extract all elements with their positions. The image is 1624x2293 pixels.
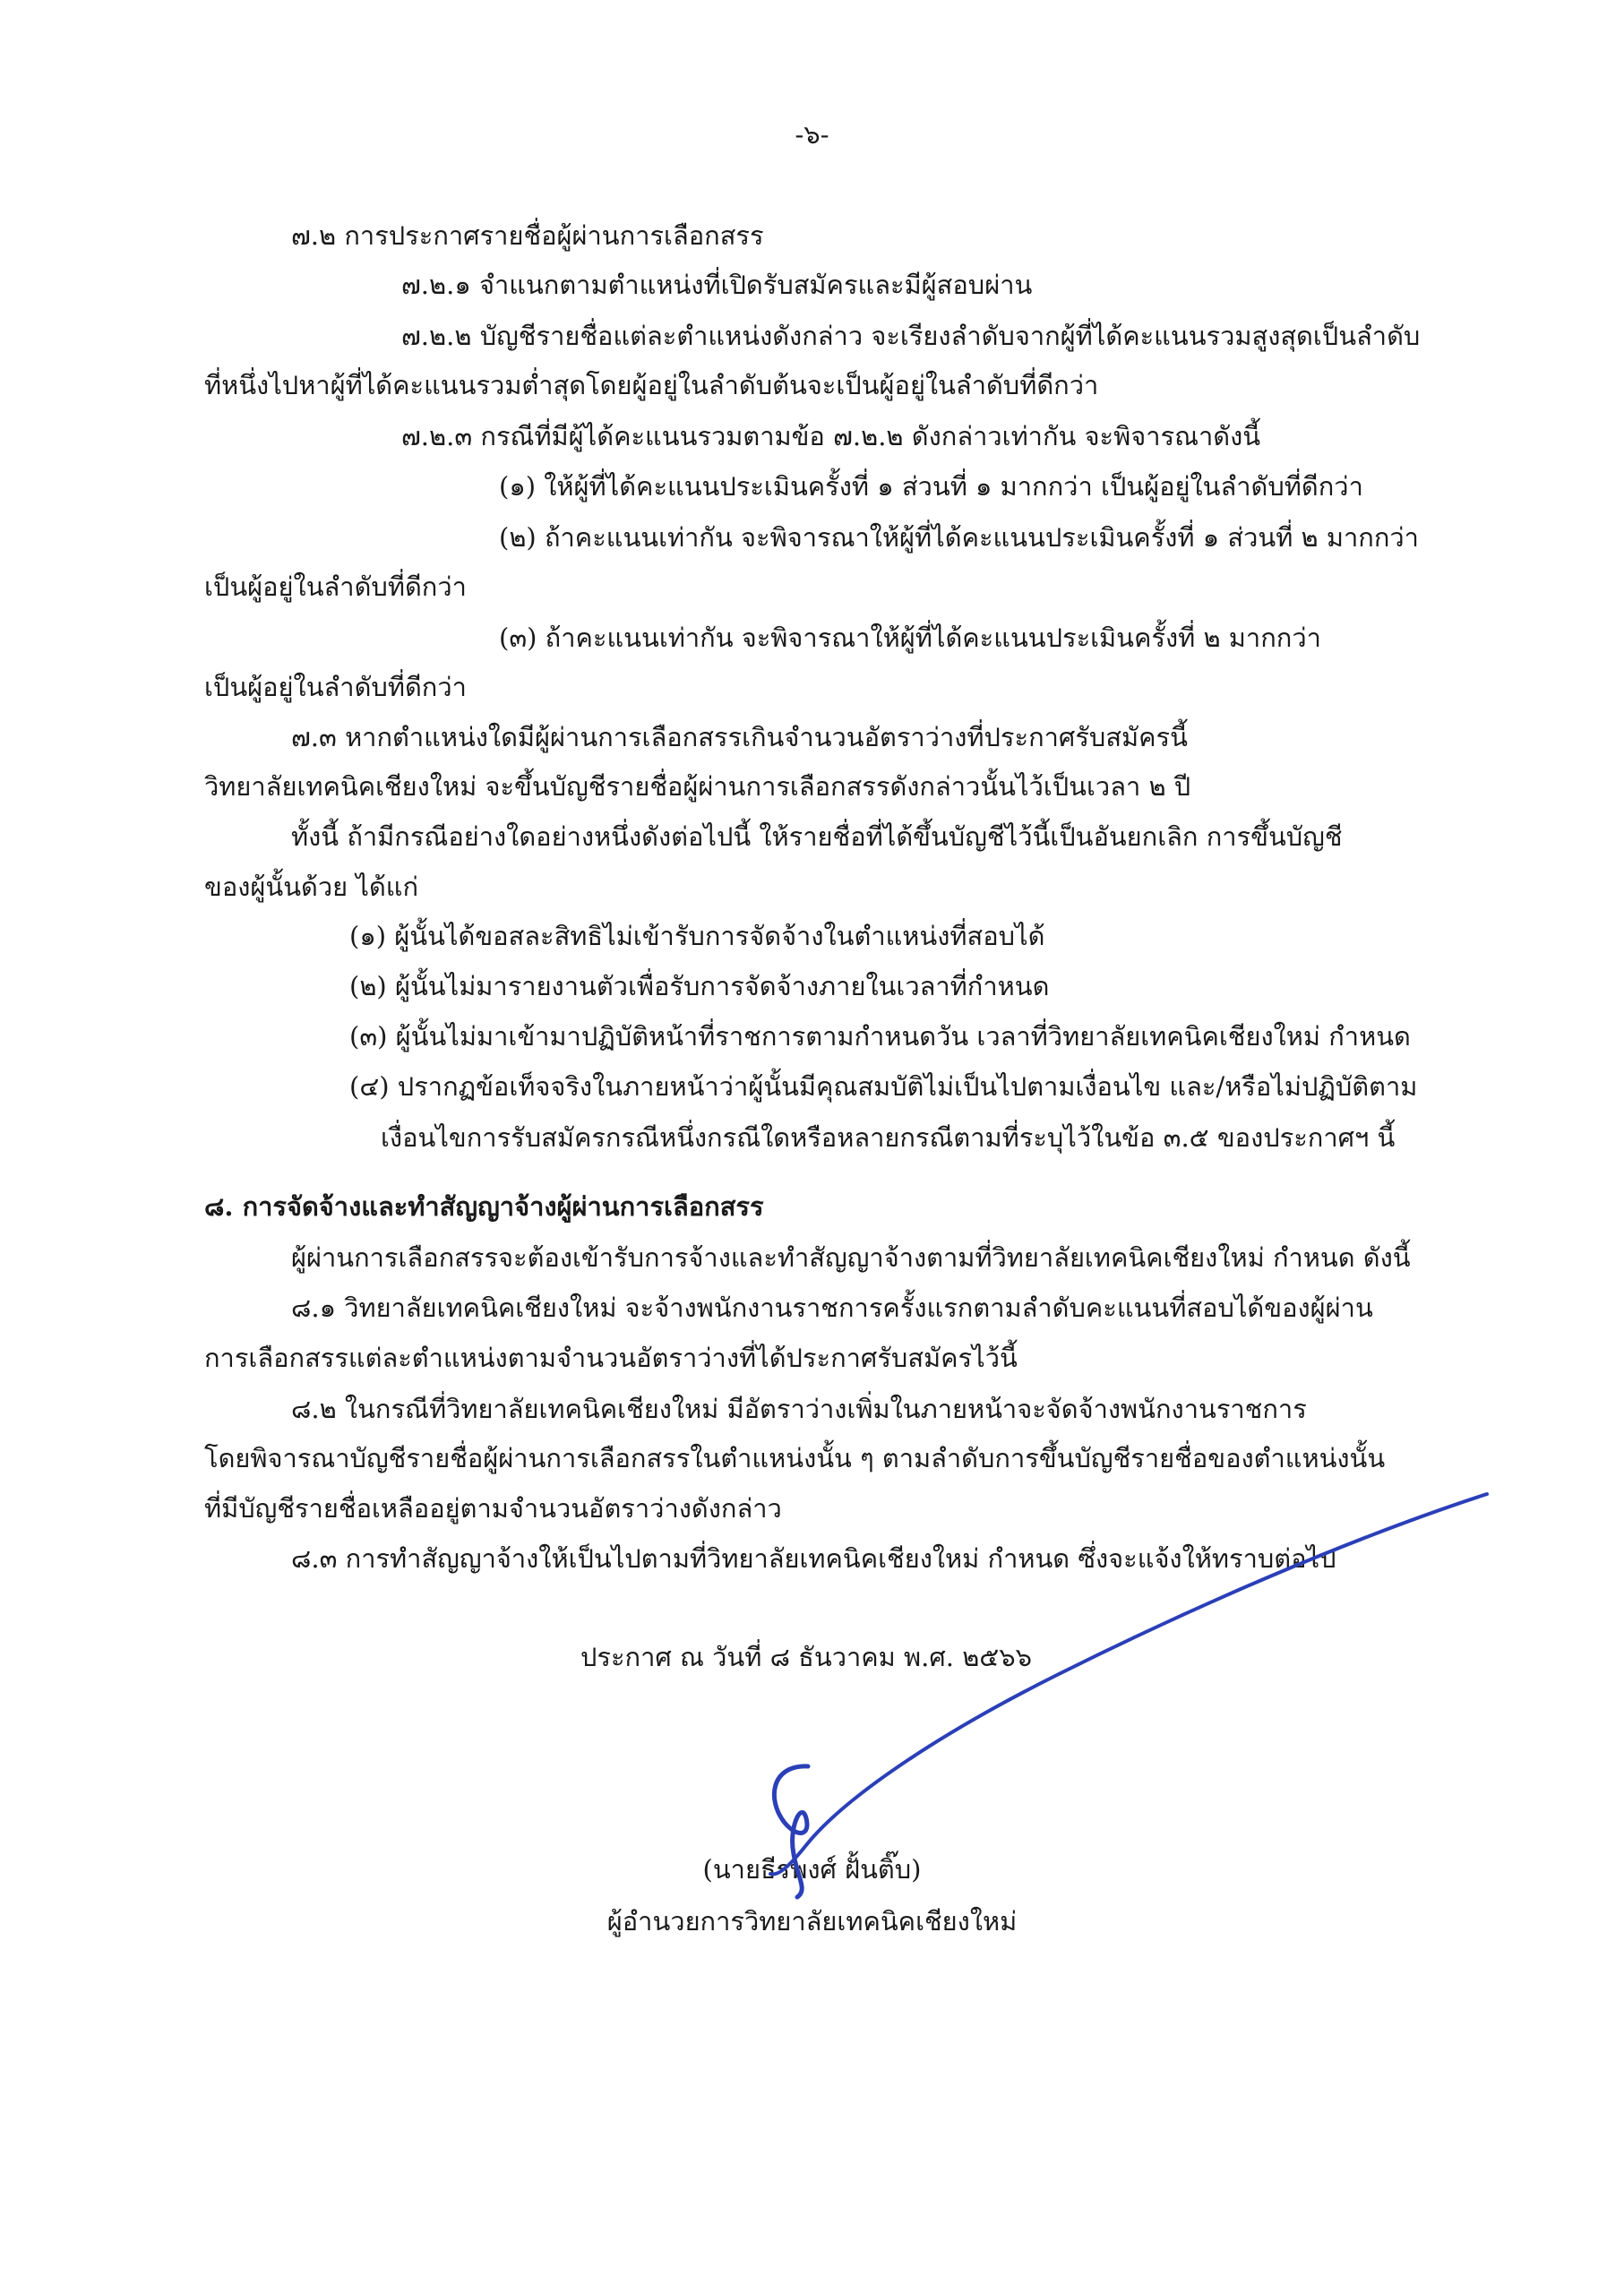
cancel-item-2: (๒) ผู้นั้นไม่มารายงานตัวเพื่อรับการจัดจ้างภายในเวลาที่กำหนด [349,971,1050,1001]
clause-7-2-3-item-3-cont: เป็นผู้อยู่ในลำดับที่ดีกว่า [204,672,467,702]
signer-title: ผู้อำนวยการวิทยาลัยเทคนิคเชียงใหม่ [606,1906,1018,1937]
clause-7-3-cont: วิทยาลัยเทคนิคเชียงใหม่ จะขึ้นบัญชีรายชื่อผู้ผ่านการเลือกสรรดังกล่าวนั้นไว้เป็นเวลา ๒ ปี [204,771,1191,802]
cancel-item-1: (๑) ผู้นั้นได้ขอสละสิทธิไม่เข้ารับการจัดจ้างในตำแหน่งที่สอบได้ [349,921,1045,951]
clause-7-2-3-item-1: (๑) ให้ผู้ที่ได้คะแนนประเมินครั้งที่ ๑ ส่วนที่ ๑ มากกว่า เป็นผู้อยู่ในลำดับที่ดีกว่า [499,471,1363,502]
section-8-heading: ๘. การจัดจ้างและทำสัญญาจ้างผู้ผ่านการเลือกสรร [204,1191,764,1222]
clause-7-2-3-item-2: (๒) ถ้าคะแนนเท่ากัน จะพิจารณาให้ผู้ที่ได้คะแนนประเมินครั้งที่ ๑ ส่วนที่ ๒ มากกว่า [499,522,1419,553]
cancel-item-4: (๔) ปรากฏข้อเท็จจริงในภายหน้าว่าผู้นั้นมีคุณสมบัติไม่เป็นไปตามเงื่อนไข และ/หรือไม่ปฏิบัติตาม [349,1071,1418,1102]
clause-7-2-2: ๗.๒.๒ บัญชีรายชื่อแต่ละตำแหน่งดังกล่าว จะเรียงลำดับจากผู้ที่ได้คะแนนรวมสูงสุดเป็นลำดับ [401,321,1421,351]
signer-name: (นายธีรพงศ์ ฝั้นติ๊บ) [702,1854,922,1885]
cancel-item-4-cont: เงื่อนไขการรับสมัครกรณีหนึ่งกรณีใดหรือหลายกรณีตามที่ระบุไว้ในข้อ ๓.๕ ของประกาศฯ นี้ [381,1122,1396,1153]
clause-7-2-2-cont: ที่หนึ่งไปหาผู้ที่ได้คะแนนรวมต่ำสุดโดยผู้อยู่ในลำดับต้นจะเป็นผู้อยู่ในลำดับที่ดีกว่า [204,370,1099,400]
clause-7-2-1: ๗.๒.๑ จำแนกตามตำแหน่งที่เปิดรับสมัครและมีผู้สอบผ่าน [401,270,1033,300]
cancellation-paragraph-cont: ของผู้นั้นด้วย ได้แก่ [204,872,419,902]
clause-8-1: ๘.๑ วิทยาลัยเทคนิคเชียงใหม่ จะจ้างพนักงานราชการครั้งแรกตามลำดับคะแนนที่สอบได้ของผู้ผ่าน [291,1292,1373,1323]
clause-8-2-cont: โดยพิจารณาบัญชีรายชื่อผู้ผ่านการเลือกสรรในตำแหน่งนั้น ๆ ตามลำดับการขึ้นบัญชีรายชื่อของตำแหน่งนั้น [204,1443,1386,1473]
cancel-item-3: (๓) ผู้นั้นไม่มาเข้ามาปฏิบัติหน้าที่ราชการตามกำหนดวัน เวลาที่วิทยาลัยเทคนิคเชียงใหม่ กำหนด [349,1021,1411,1052]
clause-7-3: ๗.๓ หากตำแหน่งใดมีผู้ผ่านการเลือกสรรเกินจำนวนอัตราว่างที่ประกาศรับสมัครนี้ [291,722,1188,752]
clause-8-2: ๘.๒ ในกรณีที่วิทยาลัยเทคนิคเชียงใหม่ มีอัตราว่างเพิ่มในภายหน้าจะจัดจ้างพนักงานราชการ [291,1394,1307,1424]
clause-7-2-3-item-2-cont: เป็นผู้อยู่ในลำดับที่ดีกว่า [204,571,467,602]
clause-8-1-cont: การเลือกสรรแต่ละตำแหน่งตามจำนวนอัตราว่างที่ได้ประกาศรับสมัครไว้นี้ [204,1343,1018,1373]
clause-8-2-cont-2: ที่มีบัญชีรายชื่อเหลืออยู่ตามจำนวนอัตราว่างดังกล่าว [204,1493,782,1524]
clause-7-2-3: ๗.๒.๓ กรณีที่มีผู้ได้คะแนนรวมตามข้อ ๗.๒.๒ ดังกล่าวเท่ากัน จะพิจารณาดังนี้ [401,421,1261,451]
announcement-date: ประกาศ ณ วันที่ ๘ ธันวาคม พ.ศ. ๒๕๖๖ [580,1642,1033,1672]
clause-7-2-heading: ๗.๒ การประกาศรายชื่อผู้ผ่านการเลือกสรร [291,220,764,251]
clause-7-2-3-item-3: (๓) ถ้าคะแนนเท่ากัน จะพิจารณาให้ผู้ที่ได้คะแนนประเมินครั้งที่ ๒ มากกว่า [499,623,1321,653]
section-8-intro: ผู้ผ่านการเลือกสรรจะต้องเข้ารับการจ้างและทำสัญญาจ้างตามที่วิทยาลัยเทคนิคเชียงใหม่ กำหนด ดังนี้ [291,1242,1411,1273]
clause-8-3: ๘.๓ การทำสัญญาจ้างให้เป็นไปตามที่วิทยาลัยเทคนิคเชียงใหม่ กำหนด ซึ่งจะแจ้งให้ทราบต่อไป [291,1543,1336,1574]
page-number: -๖- [795,119,829,150]
cancellation-paragraph: ทั้งนี้ ถ้ามีกรณีอย่างใดอย่างหนึ่งดังต่อไปนี้ ให้รายชื่อที่ได้ขึ้นบัญชีไว้นี้เป็นอันยกเลิก การขึ้นบัญชี [291,821,1343,852]
